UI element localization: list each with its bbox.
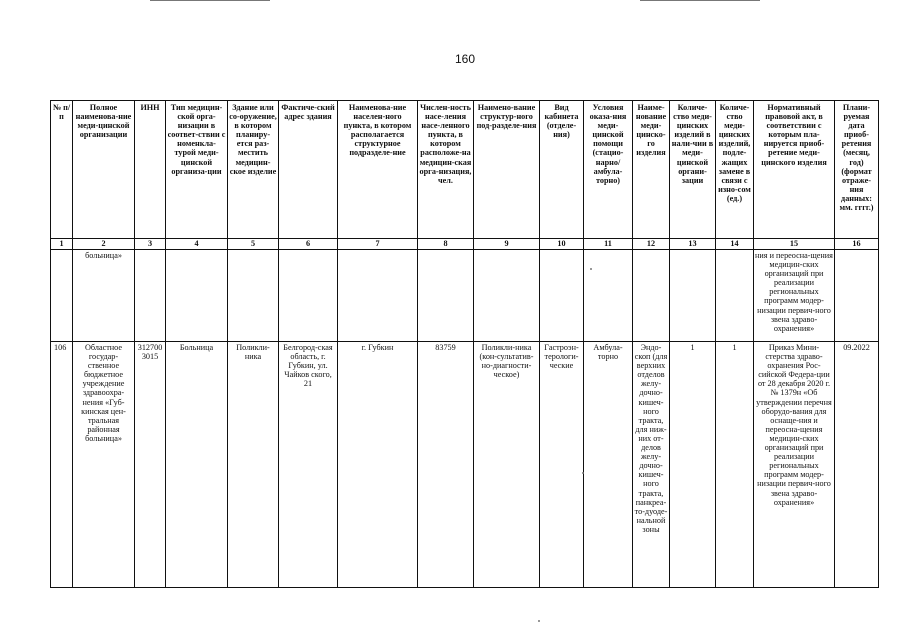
column-number: 9 (474, 239, 540, 250)
table-cell (584, 250, 633, 342)
column-number: 14 (716, 239, 754, 250)
column-number: 6 (279, 239, 338, 250)
header-cell-org-type: Тип медицин-ской орга-низации в соответ-ствии с номенкла-турой меди-цинской организа-ции (166, 101, 228, 239)
entry-legal-act: Приказ Мини-стерства здраво-охранения Рос-сийской Федера-ции от 28 декабря 2020 г. № 1379н «Об утверждении перечня оборудо-вания для оснаще-ния и переосна-щения медицин-ских организаций при реализации региональных программ модер-низации первич-ного звена здраво-охранения» (754, 342, 835, 588)
entry-address: Белгород-ская область, г. Губкин, ул. Чайков ского, 21 (279, 342, 338, 588)
header-cell-subdivision: Наимено-вание структур-ного под-разделе-ния (474, 101, 540, 239)
header-cell-org-name: Полное наименова-ние меди-цинской организации (73, 101, 135, 239)
column-number: 8 (418, 239, 474, 250)
header-cell-legal-act: Нормативный правовой акт, в соответствии с которым пла-нируется приоб-ретение меди-цинского изделия (754, 101, 835, 239)
table-cell (418, 250, 474, 342)
column-number: 15 (754, 239, 835, 250)
scan-speck (538, 620, 540, 622)
entry-cabinet: Гастроэн-терологи-ческие (540, 342, 584, 588)
header-cell-number: № п/п (51, 101, 73, 239)
column-number: 11 (584, 239, 633, 250)
table-cell (474, 250, 540, 342)
entry-org-type: Больница (166, 342, 228, 588)
column-number: 10 (540, 239, 584, 250)
header-cell-cabinet: Вид кабинета (отделе-ния) (540, 101, 584, 239)
header-row (51, 101, 879, 239)
entry-qty-available: 1 (670, 342, 716, 588)
column-number: 4 (166, 239, 228, 250)
page-number: 160 (454, 52, 476, 66)
header-cell-device: Наиме-нование меди-цинско-го изделия (633, 101, 670, 239)
table-cell (670, 250, 716, 342)
entry-number: 106 (51, 342, 73, 588)
header-cell-settlement: Наименова-ние населен-ного пункта, в котором располагается структурное подразделе-ние (338, 101, 418, 239)
scan-speck (582, 472, 584, 474)
column-number: 12 (633, 239, 670, 250)
column-number: 3 (135, 239, 166, 250)
table-cell (716, 250, 754, 342)
header-cell-qty-available: Количе-ство меди-цинских изделий в нали-чии в меди-цинской органи-зации (670, 101, 716, 239)
column-number: 5 (228, 239, 279, 250)
table-cell (166, 250, 228, 342)
table-cell (338, 250, 418, 342)
table-cell (633, 250, 670, 342)
top-edge-mark-left (150, 0, 270, 1)
header-cell-purchase-date: Плани-руемая дата приоб-ретения (месяц, год) (формат отраже-ния данных: мм. гггг.) (835, 101, 879, 239)
header-cell-building: Здание или со-оружение, в котором планиру-ется раз-местить медицин-ское изделие (228, 101, 279, 239)
table-cell (135, 250, 166, 342)
header-cell-conditions: Условия оказа-ния меди-цинской помощи (стацио-нарно/ амбула-торно) (584, 101, 633, 239)
continued-row (51, 250, 879, 342)
top-edge-mark-right (640, 0, 760, 1)
table-cell (835, 250, 879, 342)
cont-legal-act: ния и переосна-щения медицин-ских организаций при реализации региональных программ модер-низации первич-ного звена здраво-охранения» (754, 250, 835, 342)
column-number: 7 (338, 239, 418, 250)
entry-subdivision: Поликли-ника (кон-сультатив-но-диагности-ческое) (474, 342, 540, 588)
entry-inn: 312700 3015 (135, 342, 166, 588)
entry-device: Эндо-скоп (для верхних отделов желу-дочно-кишеч-ного тракта, для ниж-них от-делов желу-дочно-кишеч-ного тракта, панкреа-то-дуоде-нальной зоны (633, 342, 670, 588)
header-cell-population: Числен-ность насе-ления насе-ленного пункта, в котором расположе-на медицин-ская орга-низация, чел. (418, 101, 474, 239)
table-cell (228, 250, 279, 342)
entry-settlement: г. Губкин (338, 342, 418, 588)
cont-org-name: больница» (73, 250, 135, 342)
entry-building: Поликли-ника (228, 342, 279, 588)
header-cell-qty-replace: Количе-ство меди-цинских изделий, подле-жащих замене в связи с изно-сом (ед.) (716, 101, 754, 239)
entry-qty-replace: 1 (716, 342, 754, 588)
column-number: 2 (73, 239, 135, 250)
entry-conditions: Амбула-торно (584, 342, 633, 588)
table-cell (540, 250, 584, 342)
table-cell (279, 250, 338, 342)
column-number: 13 (670, 239, 716, 250)
entry-population: 83759 (418, 342, 474, 588)
table-row (51, 342, 879, 588)
table-cell (51, 250, 73, 342)
equipment-table (50, 100, 879, 588)
entry-org-name: Областное государ-ственное бюджетное учреждение здравоохра-нения «Губ-кинская цен-тральная районная больница» (73, 342, 135, 588)
entry-purchase-date: 09.2022 (835, 342, 879, 588)
header-cell-address: Фактиче-ский адрес здания (279, 101, 338, 239)
column-number: 1 (51, 239, 73, 250)
column-number-row (51, 239, 879, 250)
header-cell-inn: ИНН (135, 101, 166, 239)
scan-speck (590, 268, 592, 270)
column-number: 16 (835, 239, 879, 250)
